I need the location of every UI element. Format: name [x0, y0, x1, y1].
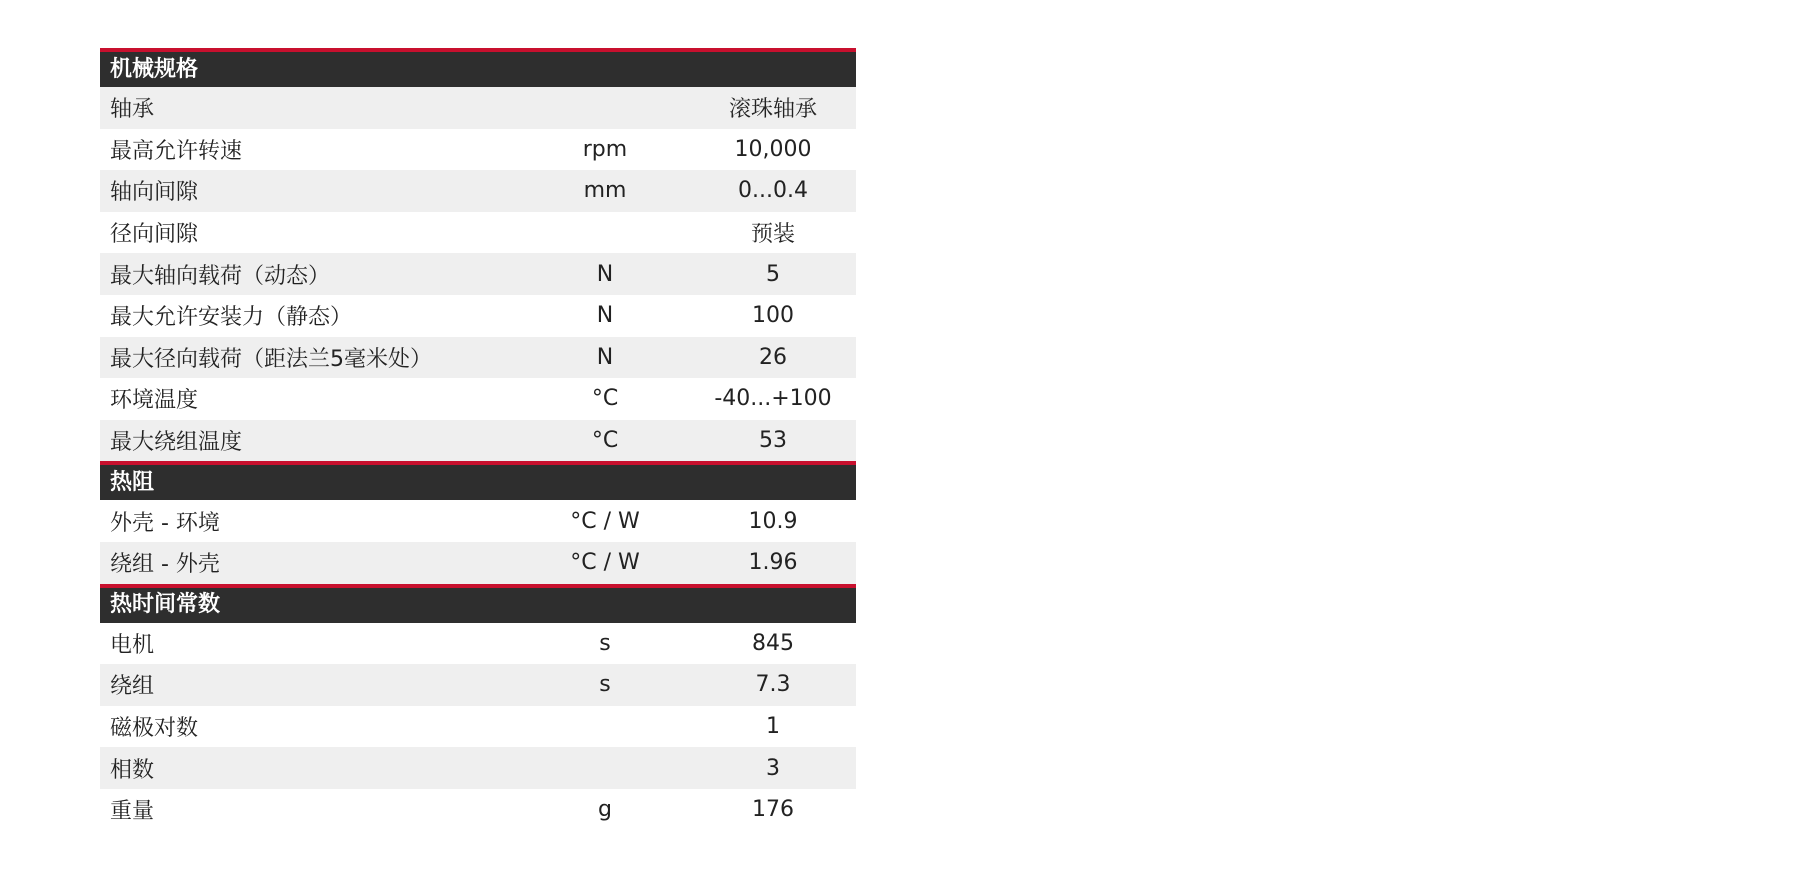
row-label: 最大绕组温度	[110, 430, 243, 456]
table-row	[100, 212, 856, 254]
row-value: 5	[766, 261, 780, 287]
section-title: 热阻	[110, 469, 155, 495]
row-label: 绕组 - 外壳	[110, 552, 220, 578]
row-value: 滚珠轴承	[728, 97, 817, 123]
table-row	[100, 420, 856, 462]
section-title: 机械规格	[110, 56, 199, 82]
row-value: 10,000	[734, 136, 812, 162]
row-unit: s	[599, 630, 611, 656]
row-value: -40...+100	[714, 386, 832, 412]
row-label: 轴承	[110, 97, 155, 123]
row-value: 7.3	[755, 672, 791, 698]
table-row	[100, 623, 856, 665]
row-unit: N	[596, 261, 614, 287]
row-value: 预装	[750, 222, 795, 248]
row-label: 最高允许转速	[110, 138, 243, 164]
table-row	[100, 789, 856, 831]
row-label: 绕组	[110, 674, 155, 700]
table-row	[100, 664, 856, 706]
table-row	[100, 129, 856, 171]
section-header-mechanical	[100, 48, 856, 87]
row-label: 外壳 - 环境	[110, 510, 220, 536]
row-value: 1	[766, 714, 780, 740]
row-value: 1.96	[748, 550, 798, 576]
row-unit: s	[599, 672, 611, 698]
row-value: 26	[759, 344, 787, 370]
row-label: 最大轴向载荷（动态）	[110, 263, 331, 289]
table-row	[100, 253, 856, 295]
table-row	[100, 337, 856, 379]
table-row	[100, 378, 856, 420]
table-row	[100, 500, 856, 542]
row-value: 53	[759, 428, 787, 454]
section-header-thermal-time-constant	[100, 584, 856, 623]
row-unit: °C / W	[570, 508, 640, 534]
row-unit: g	[598, 797, 612, 823]
row-value: 0...0.4	[738, 178, 808, 204]
table-row	[100, 170, 856, 212]
row-label: 重量	[110, 799, 155, 825]
row-unit: °C / W	[570, 550, 640, 576]
row-label: 径向间隙	[110, 222, 199, 248]
row-unit: N	[596, 303, 614, 329]
row-value: 845	[752, 630, 794, 656]
table-row	[100, 542, 856, 584]
row-label: 环境温度	[110, 388, 199, 414]
row-unit: rpm	[582, 136, 628, 162]
table-row	[100, 295, 856, 337]
row-unit: °C	[591, 428, 619, 454]
row-unit: mm	[583, 178, 627, 204]
row-value: 10.9	[748, 508, 798, 534]
row-value: 100	[752, 303, 794, 329]
row-label: 最大径向载荷（距法兰5毫米处）	[110, 346, 432, 372]
table-row	[100, 747, 856, 789]
section-title: 热时间常数	[110, 592, 221, 618]
spec-table	[100, 48, 856, 831]
row-unit: °C	[591, 386, 619, 412]
table-row	[100, 87, 856, 129]
row-unit: N	[596, 344, 614, 370]
row-label: 电机	[110, 632, 155, 658]
row-label: 相数	[110, 757, 155, 783]
row-label: 最大允许安装力（静态）	[110, 305, 353, 331]
row-value: 176	[752, 797, 794, 823]
section-header-thermal-resistance	[100, 461, 856, 500]
row-label: 轴向间隙	[110, 180, 199, 206]
row-label: 磁极对数	[110, 716, 199, 742]
table-row	[100, 706, 856, 748]
row-value: 3	[766, 755, 780, 781]
